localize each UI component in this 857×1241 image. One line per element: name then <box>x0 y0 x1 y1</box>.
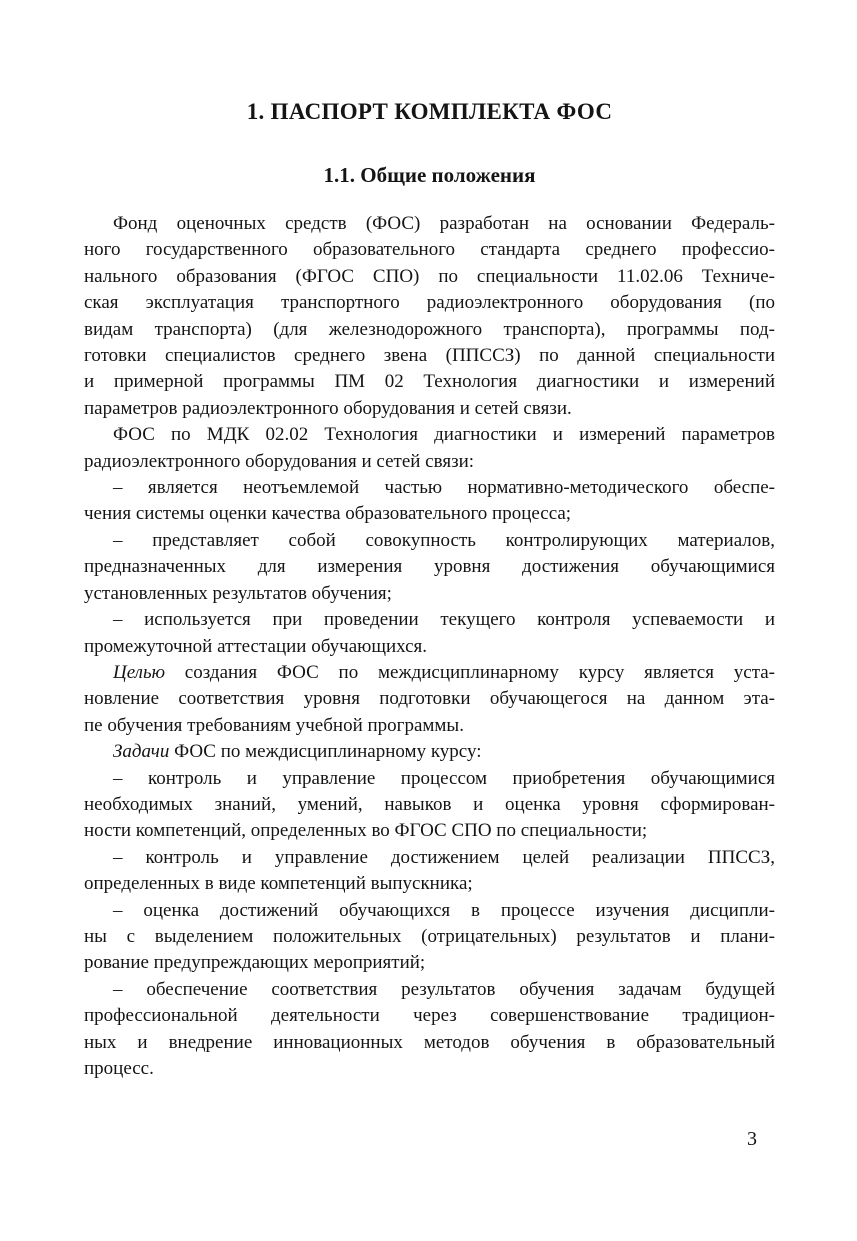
subsection-title: 1.1. Общие положения <box>323 163 536 187</box>
text-line: определенных в виде компетенций выпускника; <box>84 873 473 895</box>
paragraph <box>84 475 775 528</box>
text-line: радиоэлектронного оборудования и сетей связи: <box>84 450 475 472</box>
text-line: параметров радиоэлектронного оборудования и сетей связи. <box>84 397 572 419</box>
text-line: ны с выделением положительных (отрицательных) результатов и плани- <box>84 925 775 947</box>
text-line: – контроль и управление достижением целей реализации ППССЗ, <box>113 846 775 868</box>
text-line: ных и внедрение инновационных методов обучения в образовательный <box>84 1031 775 1053</box>
text-line: ФОС по МДК 02.02 Технология диагностики и измерений параметров <box>113 424 775 446</box>
text-line: чения системы оценки качества образовательного процесса; <box>84 503 572 525</box>
text-line: процесс. <box>84 1058 154 1079</box>
text-line: – обеспечение соответствия результатов обучения задачам будущей <box>113 978 775 1000</box>
page-number: 3 <box>747 1128 757 1150</box>
text-line: ская эксплуатация транспортного радиоэлектронного оборудования (по <box>84 292 775 314</box>
text-line: – представляет собой совокупность контролирующих материалов, <box>113 529 775 551</box>
text-line: видам транспорта) (для железнодорожного транспорта), программы под- <box>84 318 775 340</box>
text-line: и примерной программы ПМ 02 Технология диагностики и измерений <box>84 371 775 393</box>
paragraph <box>84 898 775 977</box>
section-title: 1. ПАСПОРТ КОМПЛЕКТА ФОС <box>246 99 613 124</box>
text-line: Фонд оценочных средств (ФОС) разработан на основании Федераль- <box>113 213 775 234</box>
text-line: – контроль и управление процессом приобретения обучающимися <box>113 767 775 789</box>
text-line: нального образования (ФГОС СПО) по специальности 11.02.06 Техниче- <box>84 265 775 287</box>
paragraph <box>84 528 775 607</box>
text-line: новление соответствия уровня подготовки обучающегося на данном эта- <box>84 688 775 710</box>
paragraph <box>84 766 775 845</box>
text-line: профессиональной деятельности через совершенствование традицион- <box>84 1005 775 1027</box>
document-body <box>84 211 775 1082</box>
text-line: необходимых знаний, умений, навыков и оценка уровня сформирован- <box>84 793 775 815</box>
text-line: предназначенных для измерения уровня достижения обучающимися <box>84 556 775 578</box>
paragraph <box>84 660 775 739</box>
text-line: ности компетенций, определенных во ФГОС СПО по специальности; <box>84 820 648 842</box>
text-line: – оценка достижений обучающихся в процессе изучения дисципли- <box>113 899 775 921</box>
text-line: Задачи ФОС по междисциплинарному курсу: <box>113 741 482 763</box>
text-line: пе обучения требованиям учебной программы. <box>84 714 464 736</box>
text-line: установленных результатов обучения; <box>84 582 392 604</box>
text-line: – используется при проведении текущего контроля успеваемости и <box>113 609 775 631</box>
paragraph <box>84 422 775 475</box>
text-line: – является неотъемлемой частью нормативно-методического обеспе- <box>113 477 775 499</box>
text-line: готовки специалистов среднего звена (ППССЗ) по данной специальности <box>84 345 775 367</box>
text-line: рование предупреждающих мероприятий; <box>84 952 426 974</box>
paragraph <box>84 739 775 765</box>
paragraph <box>84 211 775 422</box>
text-line: промежуточной аттестации обучающихся. <box>84 635 428 657</box>
paragraph <box>84 607 775 660</box>
italic-lead-word: Целью <box>113 661 166 683</box>
paragraph <box>84 977 775 1083</box>
italic-lead-word: Задачи <box>113 741 170 763</box>
text-line: Целью создания ФОС по междисциплинарному курсу является уста- <box>113 661 775 683</box>
text-line: ного государственного образовательного стандарта среднего профессио- <box>84 239 775 261</box>
paragraph <box>84 845 775 898</box>
